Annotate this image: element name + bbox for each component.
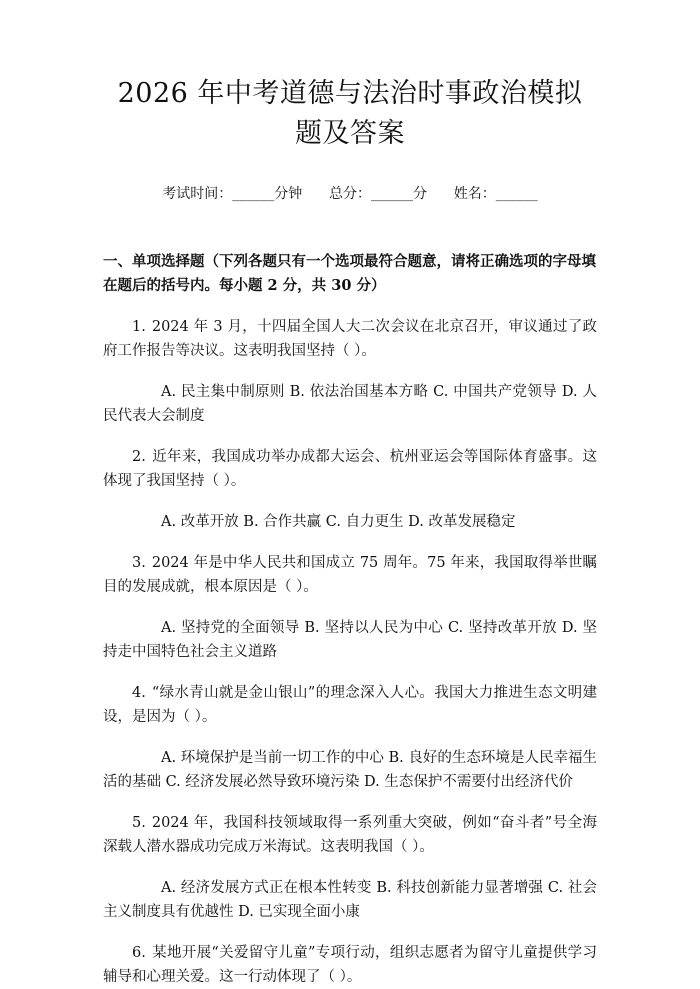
exam-title: 2026 年中考道德与法治时事政治模拟题及答案 xyxy=(117,78,583,149)
question-number: 3. xyxy=(132,555,146,571)
question-2-options: A. 改革开放 B. 合作共赢 C. 自力更生 D. 改革发展稳定 xyxy=(161,514,516,530)
question-6 xyxy=(103,941,597,989)
question-number: 6. xyxy=(132,945,146,961)
question-stem: 2024 年是中华人民共和国成立 75 周年。75 年来，我国取得举世瞩目的发展成就，根本原因是（ ）。 xyxy=(103,555,597,595)
exam-meta-line: 考试时间：______分钟 总分：______分 姓名：______ xyxy=(162,186,538,202)
question-stem: 2024 年 3 月，十四届全国人大二次会议在北京召开，审议通过了政府工作报告等决议。这表明我国坚持（ ）。 xyxy=(103,319,597,359)
question-4 xyxy=(103,681,597,729)
question-5 xyxy=(103,811,597,859)
question-number: 5. xyxy=(132,815,146,831)
question-stem: 某地开展“关爱留守儿童”专项行动，组织志愿者为留守儿童提供学习辅导和心理关爱。这一行动体现了（ ）。 xyxy=(103,945,597,985)
question-number: 4. xyxy=(132,685,146,701)
question-number: 2. xyxy=(132,449,146,465)
question-stem: 2024 年，我国科技领域取得一系列重大突破，例如“奋斗者”号全海深载人潜水器成功完成万米海试。这表明我国（ ）。 xyxy=(103,815,597,855)
section-heading: 一、单项选择题（下列各题只有一个选项最符合题意，请将正确选项的字母填在题后的括号内。每小题 2 分，共 30 分） xyxy=(103,253,596,294)
question-3 xyxy=(103,551,597,599)
question-4-options: A. 环境保护是当前一切工作的中心 B. 良好的生态环境是人民幸福生活的基础 C. 经济发展必然导致环境污染 D. 生态保护不需要付出经济代价 xyxy=(103,750,597,790)
question-stem: “绿水青山就是金山银山”的理念深入人心。我国大力推进生态文明建设，是因为（ ）。 xyxy=(103,685,597,725)
question-2 xyxy=(103,445,597,493)
question-1 xyxy=(103,315,597,363)
question-stem: 近年来，我国成功举办成都大运会、杭州亚运会等国际体育盛事。这体现了我国坚持（ ）。 xyxy=(103,449,597,489)
question-1-options: A. 民主集中制原则 B. 依法治国基本方略 C. 中国共产党领导 D. 人民代表大会制度 xyxy=(103,384,597,424)
question-number: 1. xyxy=(132,319,146,335)
question-3-options: A. 坚持党的全面领导 B. 坚持以人民为中心 C. 坚持改革开放 D. 坚持走中国特色社会主义道路 xyxy=(103,620,597,660)
question-5-options: A. 经济发展方式正在根本性转变 B. 科技创新能力显著增强 C. 社会主义制度具有优越性 D. 已实现全面小康 xyxy=(103,880,597,920)
